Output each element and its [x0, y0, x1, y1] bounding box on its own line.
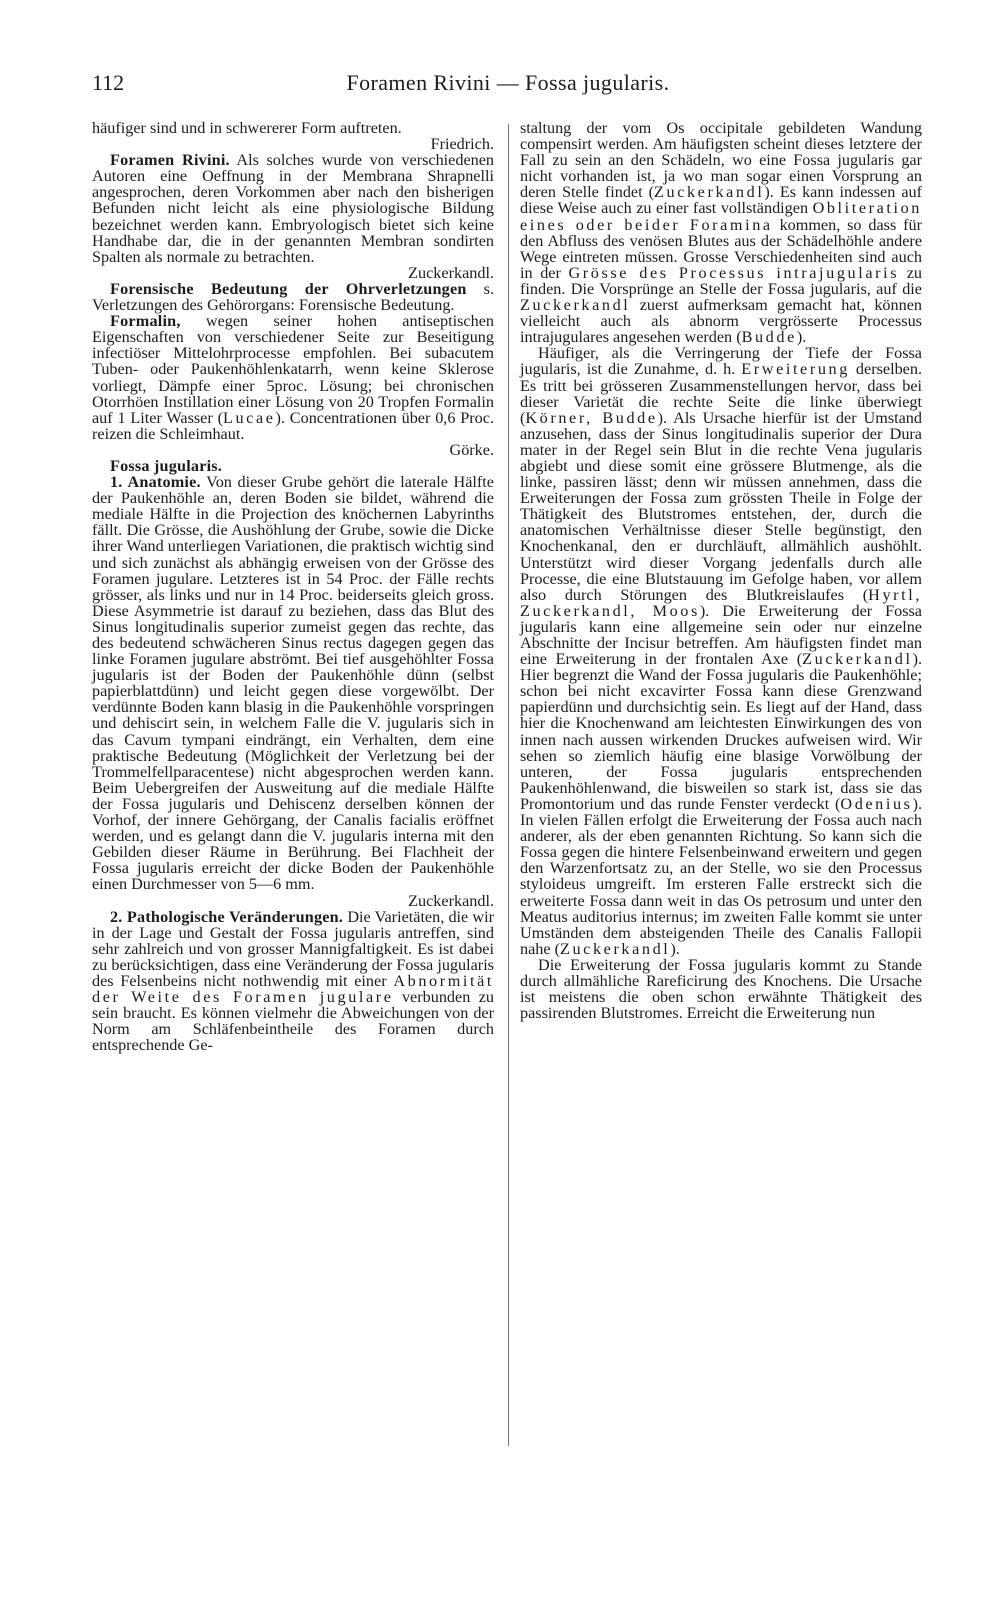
author-signature: Görke.	[449, 440, 494, 459]
left-column	[92, 120, 494, 1053]
entry-forensische-bedeutung: Forensische Bedeutung der Ohrverletzungen s. Verletzungen des Gehörorgans: Forensische Bedeutung.	[92, 279, 494, 315]
cited-author: Hyrtl, Zuckerkandl, Moos	[520, 585, 922, 620]
spaced-emphasis: Abnormität der Weite des Foramen jugulare	[92, 971, 494, 1007]
page-number: 112	[92, 70, 125, 95]
paragraph: Die Erweiterung der Fossa jugularis kommt zu Stande durch allmähliche Rareficirung des Knochens. Die Ursache ist meistens die oben schon erwähnte Thätigkeit des passirenden Blutstromes. Erreicht die Erweiterung nun	[520, 955, 922, 1023]
column-divider	[508, 124, 509, 1446]
cited-author: Körner, Budde	[525, 408, 658, 427]
entry-heading: Foramen Rivini.	[110, 151, 230, 170]
spaced-emphasis: Grösse des Processus intrajugularis	[568, 263, 900, 282]
entry-heading: Forensische Bedeutung der Ohrverletzungen	[110, 279, 467, 298]
right-column	[520, 120, 922, 1021]
spaced-emphasis: Obliteration eines oder beider Foramina	[520, 199, 922, 234]
cited-author: Zuckerkandl	[654, 183, 765, 202]
running-title: Foramen Rivini — Fossa jugularis.	[346, 70, 670, 95]
paragraph: häufiger sind und in schwererer Form auftreten.	[92, 119, 402, 137]
cited-author: Zuckerkandl	[560, 939, 671, 958]
section-heading: 2. Pathologische Veränderungen.	[110, 907, 344, 926]
entry-fossa-jugularis-heading: Fossa jugularis.	[110, 456, 223, 475]
section-pathologische-veraenderungen: 2. Pathologische Veränderungen. Die Varietäten, die wir in der Lage und Gestalt der Fossa jugularis antreffen, sind sehr zahlreich und von grosser Mannigfaltigkeit. Es ist dabei zu berücksichtigen, dass eine Veränderung der Fossa jugularis des Felsenbeins nicht nothwendig mit einer Abnormität der Weite des Foramen jugulare verbunden zu sein braucht. Es können vielmehr die Abweichungen von der Norm am Schläfenbeintheile des Foramen durch entsprechende Ge-	[92, 907, 495, 1055]
cited-author: Zuckerkandl	[802, 650, 913, 669]
paragraph: staltung der vom Os occipitale gebildeten Wandung compensirt werden. Am häufigsten scheint dieses letztere der Fall zu sein an den Schädeln, wo eine Fossa jugularis gar nicht vorhanden ist, ja wo man sogar einen Vorsprung an deren Stelle findet (Zuckerkandl). Es kann indessen auf diese Weise auch zu einer fast vollständigen Obliteration eines oder beider Foramina kommen, so dass für den Abfluss des venösen Blutes aus der Schädelhöhle andere Wege eintreten müssen. Grosse Verschiedenheiten sind auch in der Grösse des Processus intrajugularis zu finden. Die Vorsprünge an Stelle der Fossa jugularis, auf die Zuckerkandl zuerst aufmerksam gemacht hat, können vielleicht auch als abnorm vergrösserte Processus intrajugulares angesehen werden (Budde).	[520, 119, 922, 347]
section-anatomie: 1. Anatomie. Von dieser Grube gehört die laterale Hälfte der Paukenhöhle an, deren Boden sie bildet, während die mediale Hälfte in die Projection des knöchernen Labyrinths fällt. Die Grösse, die Aushöhlung der Grube, sowie die Dicke ihrer Wand unterliegen Variationen, die praktisch wichtig sind und sich zunächst als abhängig erweisen von der Grösse des Foramen jugulare. Letzteres ist in 54 Proc. der Fälle rechts grösser, als links und nur in 14 Proc. beiderseits gleich gross. Diese Asymmetrie ist darauf zu beziehen, dass das Blut des Sinus longitudinalis superior zumeist gegen das rechte, das des bedeutend schwächeren Sinus rectus dagegen gegen das linke Foramen jugulare abströmt. Bei tief ausgehöhlter Fossa jugularis ist der Boden der Paukenhöhle dünn (selbst papierblattdünn) und leicht gegen diese vorgewölbt. Der verdünnte Boden kann blasig in die Paukenhöhle vorspringen und dehiscirt sein, in welchem Falle die V. jugularis sich in das Cavum tympani eindrängt, ein Verhalten, dem eine praktische Bedeutung (Möglichkeit der Verletzung bei der Trommelfellparacentese) nicht abgesprochen werden kann. Beim Uebergreifen der Ausweitung auf die mediale Hälfte der Fossa jugularis und Dehiscenz derselben können der Vorhof, der innere Gehörgang, der Canalis facialis eröffnet werden, und es gelangt dann die V. jugularis interna mit den Gebilden dieser Räume in Berührung. Bei Flachheit der Fossa jugularis erreicht der dicke Boden der Paukenhöhle einen Durchmesser von 5—6 mm.	[92, 473, 494, 894]
paragraph: Häufiger, als die Verringerung der Tiefe der Fossa jugularis, ist die Zunahme, d. h. Erweiterung derselben. Es tritt bei grösseren Zusammenstellungen hervor, dass bei dieser Varietät die rechte Seite die linke überwiegt (Körner, Budde). Als Ursache hierfür ist der Umstand anzusehen, dass der Sinus longitudinalis superior der Dura mater in der Regel sein Blut in die rechte Vena jugularis abgiebt und diese somit eine grössere Blutmenge, als die linke, passiren lässt; denn wir müssen annehmen, dass die Erweiterungen der Fossa zum grössten Theile in Folge der Thätigkeit des Blutstromes entstehen, der, durch die anatomischen Verhältnisse dieser Stelle begünstigt, den Knochenkanal, den er durchläuft, allmählich aushöhlt. Unterstützt wird dieser Vorgang jedenfalls durch alle Processe, die eine Blutstauung im Gefolge haben, vor allem also durch Störungen des Blutkreislaufes (Hyrtl, Zuckerkandl, Moos). Die Erweiterung der Fossa jugularis kann eine allgemeine sein oder nur einzelne Abschnitte der Incisur betreffen. Am häufigsten findet man eine Erweiterung in der frontalen Axe (Zuckerkandl). Hier begrenzt die Wand der Fossa jugularis die Paukenhöhle; schon bei nicht excavirter Fossa kann diese Grenzwand papierdünn und durchsichtig sein. Es liegt auf der Hand, dass hier die Knochenwand am leichtesten Einwirkungen des von innen nach aussen wirkenden Druckes aufweisen wird. Wir sehen so ziemlich häufig eine blasige Vorwölbung der unteren, der Fossa jugularis entsprechenden Paukenhöhlenwand, die bisweilen so stark ist, dass sie das Promontorium und das runde Fenster verdeckt (Odenius). In vielen Fällen erfolgt die Erweiterung der Fossa auch nach anderer, als der eben genannten Richtung. So kann sich die Fossa gegen die hintere Felsenbeinwand erweitern und gegen den Warzenfortsatz zu, an der Stelle, wo sie den Processus styloideus umgreift. Im ersteren Falle erstreckt sich die erweiterte Fossa dann weit in das Os petrosum und unter den Meatus auditorius internus; im zweiten Falle kommt sie unter Umständen dem absteigenden Theile des Canalis Fallopii nahe (Zuckerkandl).	[520, 344, 922, 958]
section-heading: 1. Anatomie.	[110, 473, 201, 492]
author-signature: Zuckerkandl.	[408, 891, 494, 910]
page-header	[92, 70, 924, 100]
entry-heading: Formalin,	[110, 312, 181, 331]
cited-author: Odenius	[840, 794, 913, 813]
author-signature: Zuckerkandl.	[408, 263, 494, 282]
cited-author: Lucae	[222, 408, 276, 427]
cited-author: Budde	[741, 328, 797, 347]
entry-formalin: Formalin, wegen seiner hohen antiseptischen Eigenschaften von verschiedener Seite zur Beseitigung infectiöser Mittelohrprocesse empfohlen. Bei subacutem Tuben- oder Paukenhöhlenkatarrh, wenn keine Sklerose vorliegt, Dämpfe einer 5proc. Lösung; bei chronischen Otorrhöen Instillation einer Lösung von 20 Tropfen Formalin auf 1 Liter Wasser (Lucae). Concentrationen über 0,6 Proc. reizen die Schleimhaut.	[92, 312, 494, 443]
cited-author: Zuckerkandl	[520, 296, 631, 315]
entry-foramen-rivini: Foramen Rivini. Als solches wurde von verschiedenen Autoren eine Oeffnung in der Membrana Shrapnelli angesprochen, deren Vorkommen aber nach den bisherigen Befunden nicht leicht als eine physiologische Bildung bezeichnet werden kann. Embryologisch bietet sich keine Handhabe dar, die in der genannten Membran sondirten Spalten als normale zu betrachten.	[92, 151, 495, 266]
author-signature: Friedrich.	[430, 135, 494, 154]
spaced-emphasis: Erweiterung	[741, 360, 850, 379]
